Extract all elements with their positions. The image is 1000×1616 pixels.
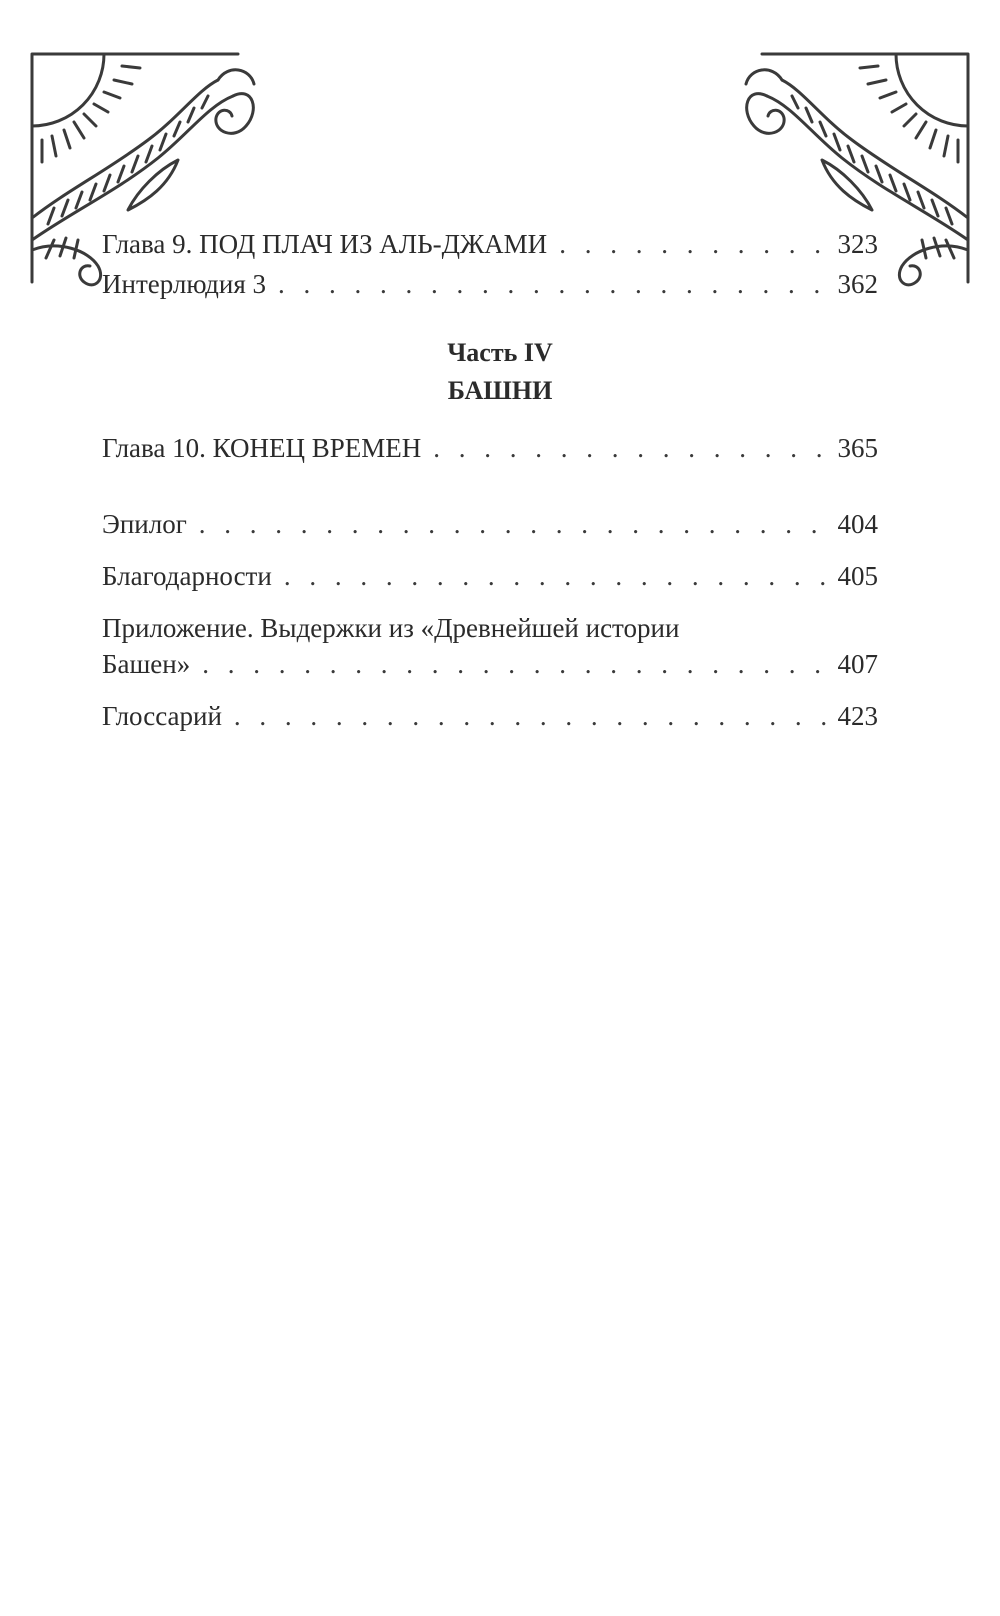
toc-entry-page: 423	[837, 701, 878, 731]
toc-entry-page: 323	[837, 229, 878, 259]
toc-entry-page: 407	[837, 649, 878, 679]
toc-entry-interlude-3[interactable]	[102, 266, 878, 302]
toc-leader-dots	[278, 266, 831, 302]
toc-entry-chapter-10[interactable]	[102, 430, 878, 466]
part-title-heading: БАШНИ	[447, 376, 553, 405]
part-number-heading: Часть IV	[447, 338, 553, 367]
toc-entry-label: Интерлюдия 3	[102, 269, 267, 299]
toc-entry-page: 362	[837, 269, 878, 299]
toc-leader-dots	[559, 226, 831, 262]
toc-entry-label: Башен»	[102, 649, 191, 679]
toc-leader-dots	[284, 558, 832, 594]
toc-entry-label: Эпилог	[102, 509, 187, 539]
toc-leader-dots	[199, 506, 832, 542]
toc-entry-glossary[interactable]	[102, 698, 878, 734]
toc-entry-label: Глава 9. ПОД ПЛАЧ ИЗ АЛЬ-ДЖАМИ	[102, 229, 548, 259]
toc-entry-acknowledgements[interactable]	[102, 558, 878, 594]
toc-entry-page: 404	[837, 509, 878, 539]
toc-entry-page: 365	[837, 433, 878, 463]
toc-entry-appendix-line-1[interactable]: Приложение. Выдержки из «Древнейшей истории	[102, 613, 680, 643]
toc-entry-chapter-9[interactable]	[102, 226, 878, 262]
toc-leader-dots	[202, 646, 831, 682]
toc-entry-appendix[interactable]	[102, 646, 878, 682]
toc-entry-label: Благодарности	[102, 561, 272, 591]
toc-entry-label: Глоссарий	[102, 701, 222, 731]
toc-entry-page: 405	[837, 561, 878, 591]
toc-entry-epilogue[interactable]	[102, 506, 878, 542]
toc-leader-dots	[433, 430, 831, 466]
toc-leader-dots	[234, 698, 832, 734]
toc-entry-label: Глава 10. КОНЕЦ ВРЕМЕН	[102, 433, 422, 463]
